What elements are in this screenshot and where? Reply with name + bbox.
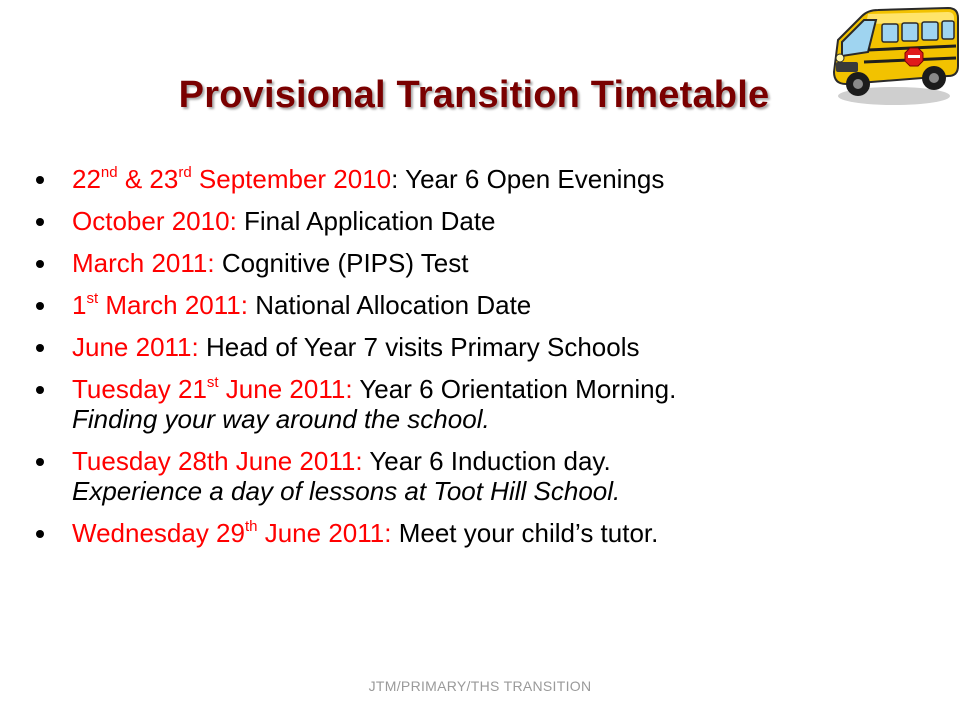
list-item: [36, 332, 926, 362]
bullet-dot: [36, 458, 44, 466]
event-date: October 2010: [72, 206, 230, 236]
list-item: [36, 518, 926, 548]
event-date: 1st March 2011: [72, 290, 241, 320]
school-bus-icon: [824, 0, 960, 112]
event-description: Meet your child’s tutor.: [391, 518, 659, 548]
event-description: Cognitive (PIPS) Test: [214, 248, 469, 278]
event-date: Tuesday 28th June 2011: [72, 446, 356, 476]
bullet-dot: [36, 344, 44, 352]
event-date: 22nd & 23rd September 2010: [72, 164, 392, 194]
event-description: Year 6 Induction day.: [362, 446, 611, 476]
event-date: Wednesday 29th June 2011: [72, 518, 385, 548]
separator: :: [229, 206, 237, 236]
separator: :: [207, 248, 215, 278]
separator: :: [191, 332, 199, 362]
separator: :: [384, 518, 392, 548]
list-item: [36, 164, 926, 194]
bullet-dot: [36, 176, 44, 184]
bullet-dot: [36, 302, 44, 310]
list-item: [36, 290, 926, 320]
event-date: March 2011: [72, 248, 208, 278]
bullet-dot: [36, 218, 44, 226]
separator: :: [240, 290, 248, 320]
event-description: Year 6 Orientation Morning.: [352, 374, 677, 404]
timetable-list: [36, 164, 926, 560]
event-description: Final Application Date: [236, 206, 496, 236]
event-note: Finding your way around the school.: [72, 404, 490, 434]
list-item: [36, 206, 926, 236]
list-item: [36, 374, 926, 434]
event-date: Tuesday 21st June 2011: [72, 374, 346, 404]
separator: :: [355, 446, 363, 476]
event-description: Head of Year 7 visits Primary Schools: [198, 332, 640, 362]
event-description: Year 6 Open Evenings: [398, 164, 665, 194]
separator: :: [345, 374, 353, 404]
slide-footer: JTM/PRIMARY/THS TRANSITION: [368, 678, 592, 694]
bullet-dot: [36, 530, 44, 538]
list-item: [36, 248, 926, 278]
slide-title: Provisional Transition Timetable: [178, 74, 770, 116]
list-item: [36, 446, 926, 506]
bullet-dot: [36, 386, 44, 394]
bullet-dot: [36, 260, 44, 268]
separator: :: [391, 164, 399, 194]
event-note: Experience a day of lessons at Toot Hill School.: [72, 476, 621, 506]
event-date: June 2011: [72, 332, 192, 362]
event-description: National Allocation Date: [247, 290, 532, 320]
